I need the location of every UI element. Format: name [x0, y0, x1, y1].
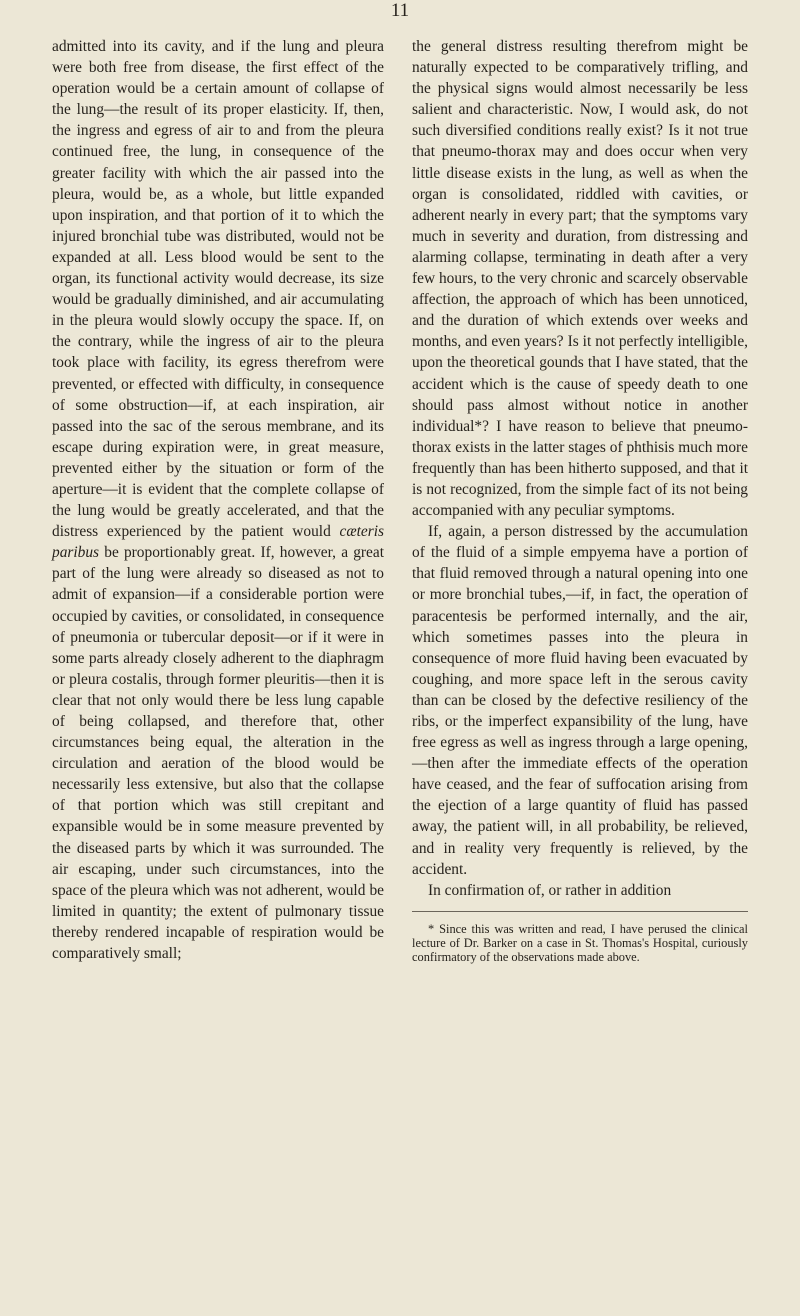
- right-paragraph-1: the general distress resulting therefrom might be naturally expected to be comparatively trifling, and the physical signs would almost necessarily be less salient and characteristic. Now, I would ask, do not such diversified conditions really exist? Is it not true that pneumo-thorax may and does occur when very little disease exists in the lung, as well as when the organ is consolidated, riddled with cavities, or adherent nearly in every part; that the symptoms vary much in severity and duration, from distressing and alarming collapse, terminating in death after a very few hours, to the very chronic and scarcely observable affection, the approach of which has been unnoticed, and the duration of which extends over weeks and months, and even years? Is it not perfectly intelligible, upon the theoretical gounds that I have stated, that the accident which is the cause of speedy death to one should pass almost without notice in another individual*? I have reason to believe that pneumo-thorax exists in the latter stages of phthisis much more frequently than has been hitherto supposed, and that it is not recognized, from the simple fact of its not being accompanied with any peculiar symptoms.: [412, 38, 748, 520]
- left-paragraph: [52, 36, 384, 964]
- footnote-divider: [412, 911, 748, 912]
- latin-phrase: cæteris paribus: [52, 523, 384, 562]
- left-paragraph-text-b: be proportionably great. If, however, a great part of the lung were already so diseased as not to admit of expansion—if a considerable portion were occupied by cavities, or consolidated, in consequence of pneumonia or tubercular deposit—or if it were in some parts already closely adherent to the diaphragm or pleura costalis, through former pleuritis—then it is clear that not only would there be less lung capable of being collapsed, and therefore that, other circumstances being equal, the alteration in the circulation and aeration of the blood would be necessarily less extensive, but also that the collapse of that portion which was still crepitant and expansible would be in some measure prevented by the diseased parts by which it was surrounded. The air escaping, under such circumstances, into the space of the pleura which was not adherent, would be limited in quantity; the extent of pulmonary tissue thereby rendered incapable of respiration would be comparatively small;: [52, 544, 384, 963]
- left-column: [52, 36, 384, 964]
- page-number: 11: [390, 0, 410, 21]
- left-paragraph-text-a: admitted into its cavity, and if the lung and pleura were both free from disease, the first effect of the operation would be a certain amount of collapse of the lung—the result of its proper elasticity. If, then, the ingress and egress of air to and from the pleura continued free, the lung, in consequence of the greater facility with which the air passed into the pleura, would be, as a whole, but little expanded upon inspiration, and that portion of it to which the injured bronchial tube was distributed, would not be expanded at all. Less blood would be sent to the organ, its functional activity would decrease, its size would be gradually diminished, and air accumulating in the pleura would slowly occupy the space. If, on the contrary, while the ingress of air to the pleura took place with facility, its egress therefrom were prevented, or effected with difficulty, in consequence of some obstruction—if, at each inspiration, air passed into the sac of the serous membrane, and its escape during expiration were, in great measure, prevented either by the situation or form of the aperture—it is evident that the complete collapse of the lung would be greatly accelerated, and that the distress experienced by the patient would: [52, 38, 384, 541]
- footnote: * Since this was written and read, I have perused the clinical lecture of Dr. Barker on a case in St. Thomas's Hospital, curiously confirmatory of the observations made above.: [412, 921, 748, 964]
- right-paragraph-3: In confirmation of, or rather in addition: [428, 881, 672, 899]
- right-column: [412, 36, 748, 964]
- right-paragraph-2: If, again, a person distressed by the accumulation of the fluid of a simple empyema have a portion of that fluid removed through a natural opening into one or more bronchial tubes,—if, in fact, the operation of paracentesis be performed internally, and the air, which sometimes passes into the pleura in consequence of more fluid having been evacuated by coughing, and more space left in the serous cavity than can be closed by the defective resiliency of the ribs, or the imperfect expansibility of the lung, have free egress as well as ingress through a large opening,—then after the immediate effects of the operation have ceased, and the fear of suffocation arising from the ejection of a large quantity of fluid has passed away, the patient will, in all probability, be relieved, and in reality very frequently is relieved, by the accident.: [412, 523, 748, 878]
